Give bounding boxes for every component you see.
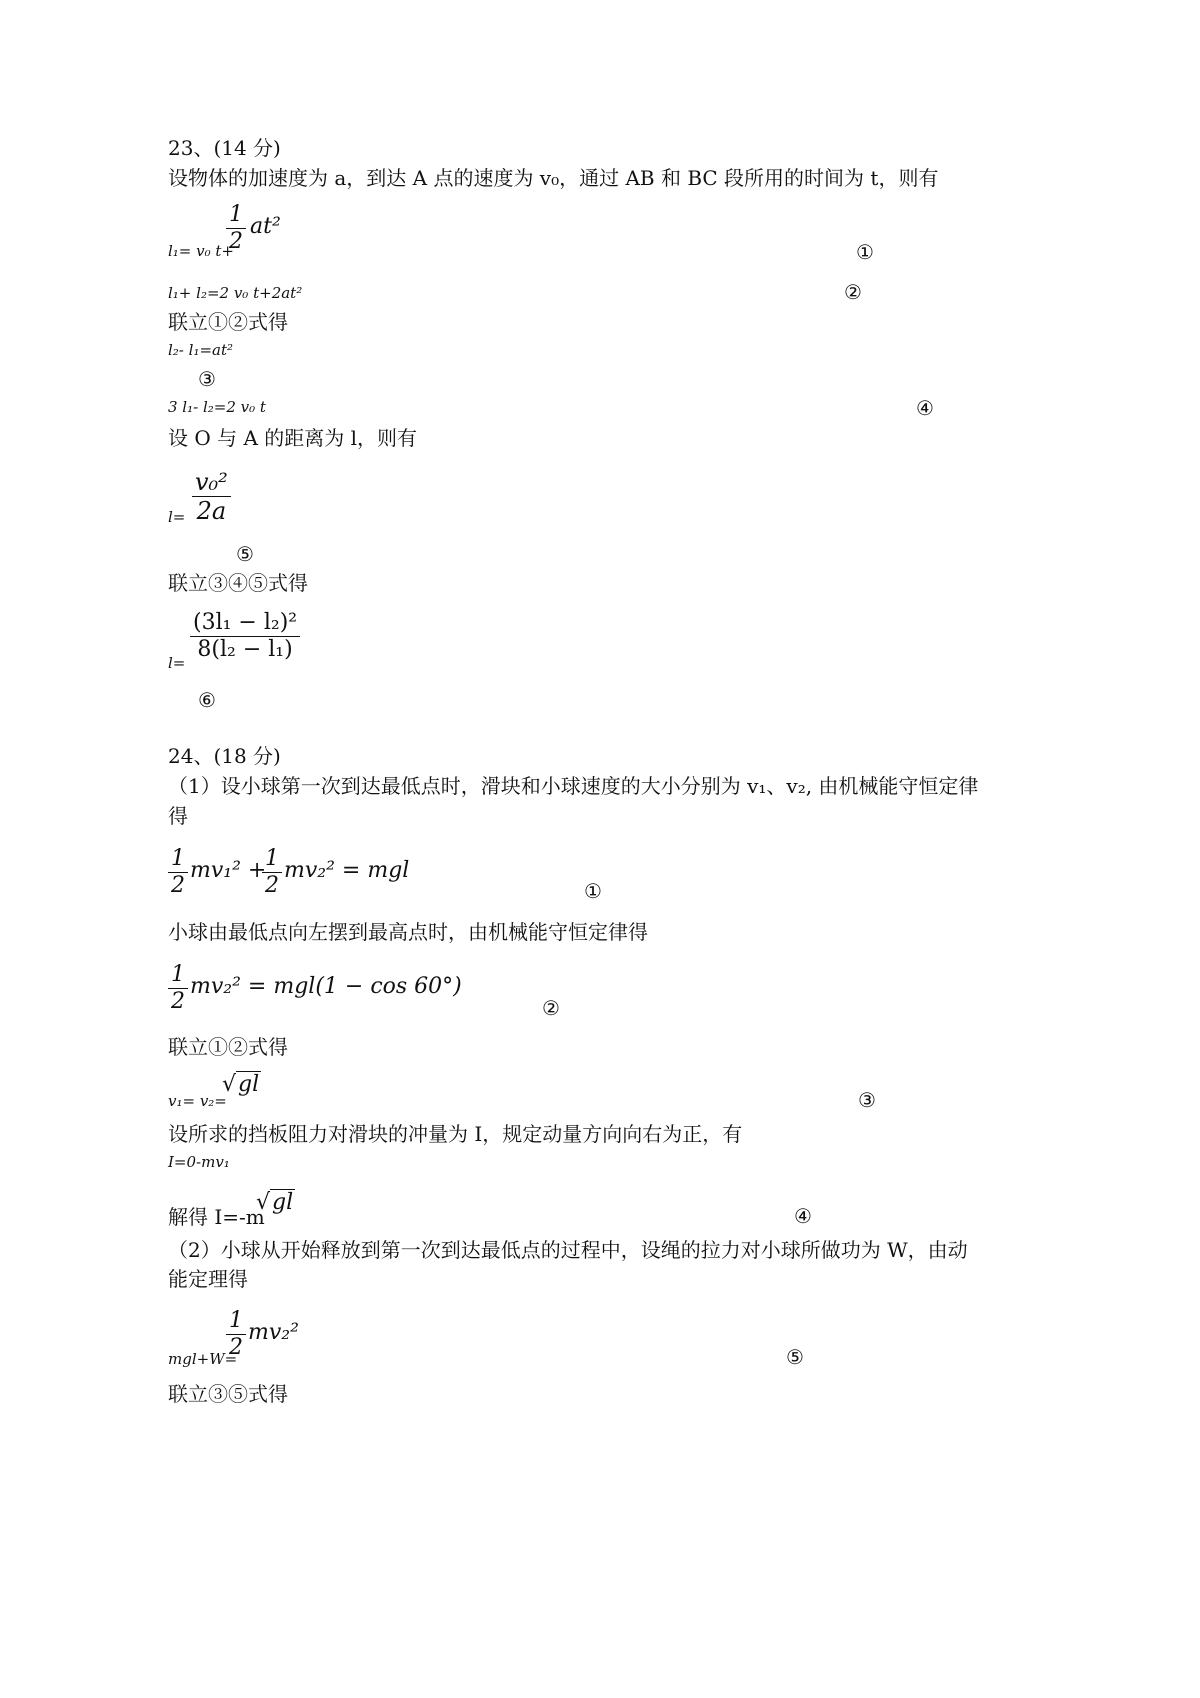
q23-eq6-fraction bbox=[190, 612, 300, 661]
q24-eq1-frac1-num: 1 bbox=[171, 846, 185, 871]
q24-combine-35: 联立③⑤式得 bbox=[168, 1382, 288, 1406]
q24-eq5-term: mv₂² bbox=[248, 1320, 299, 1345]
q23-eq1-tail: at² bbox=[250, 214, 281, 239]
q24-impulse-line: 设所求的挡板阻力对滑块的冲量为 I，规定动量方向向右为正，有 bbox=[168, 1122, 743, 1146]
q24-eq1-marker: ① bbox=[584, 879, 602, 903]
q23-eq5-fraction bbox=[192, 470, 231, 523]
q24-eq4-radicand: gl bbox=[272, 1190, 294, 1215]
q23-combine-12: 联立①②式得 bbox=[168, 310, 288, 334]
q23-eq4-marker: ④ bbox=[916, 396, 934, 420]
q23-eq1-fraction bbox=[226, 204, 246, 253]
q23-eq5-num: v₀² bbox=[195, 468, 228, 496]
q24-eq5-den: 2 bbox=[229, 1335, 243, 1360]
q23-eq6-lhs: l= bbox=[168, 654, 186, 672]
q24-eq2-marker: ② bbox=[542, 996, 560, 1020]
q23-eq2: l₁+ l₂=2 v₀ t+2at² bbox=[168, 284, 303, 302]
sqrt-symbol: √gl bbox=[222, 1072, 260, 1097]
q23-eq1-den: 2 bbox=[229, 229, 243, 254]
q24-swing-line: 小球由最低点向左摆到最高点时，由机械能守恒定律得 bbox=[168, 920, 648, 944]
q23-eq3: l₂- l₁=at² bbox=[168, 341, 234, 359]
sqrt-symbol: √gl bbox=[256, 1190, 294, 1215]
q24-eq2-term: mv₂² = mgl(1 − cos 60°) bbox=[190, 974, 462, 999]
q24-eq1-fraction-1 bbox=[168, 848, 188, 897]
q24-eq1-frac2-num: 1 bbox=[265, 846, 279, 871]
q24-eq5-fraction bbox=[226, 1310, 246, 1359]
q23-eq1-marker: ① bbox=[856, 240, 874, 264]
q23-header: 23、(14 分) bbox=[168, 136, 281, 160]
q23-eq1-lhs: l₁= v₀ t+ bbox=[168, 242, 234, 260]
q24-eq2-den: 2 bbox=[171, 989, 185, 1014]
q24-part1-line1: （1）设小球第一次到达最低点时，滑块和小球速度的大小分别为 v₁、v₂, 由机械能守恒定律 bbox=[168, 774, 979, 798]
q24-eq4-sqrt bbox=[256, 1192, 295, 1214]
q24-eq1-frac1-den: 2 bbox=[171, 873, 185, 898]
q23-eq6-marker: ⑥ bbox=[198, 688, 216, 712]
q24-eq5-num: 1 bbox=[229, 1308, 243, 1333]
q23-eq5-marker: ⑤ bbox=[236, 542, 254, 566]
q23-intro: 设物体的加速度为 a，到达 A 点的速度为 v₀，通过 AB 和 BC 段所用的时间为 t，则有 bbox=[168, 166, 939, 190]
q23-eq3-marker: ③ bbox=[198, 367, 216, 391]
q24-part2-line1: （2）小球从开始释放到第一次到达最低点的过程中，设绳的拉力对小球所做功为 W，由动 bbox=[168, 1238, 968, 1262]
q24-eq1-frac2-den: 2 bbox=[265, 873, 279, 898]
q24-eq5-marker: ⑤ bbox=[786, 1345, 804, 1369]
q24-eq3-sqrt bbox=[222, 1074, 261, 1096]
q24-eq3-marker: ③ bbox=[858, 1088, 876, 1112]
q24-impulse-eq: I=0-mv₁ bbox=[168, 1153, 230, 1171]
q24-eq3-radicand: gl bbox=[238, 1072, 260, 1097]
q23-combine-345: 联立③④⑤式得 bbox=[168, 571, 308, 595]
q24-eq1-term1: mv₁² + bbox=[190, 858, 267, 883]
q24-eq2-fraction bbox=[168, 964, 188, 1013]
q24-eq2-num: 1 bbox=[171, 962, 185, 987]
q23-eq6-num: (3l₁ − l₂)² bbox=[193, 610, 298, 635]
q24-eq3-lhs: v₁= v₂= bbox=[168, 1092, 227, 1110]
q24-header: 24、(18 分) bbox=[168, 744, 281, 768]
q24-eq5-lhs: mgl+W= bbox=[168, 1350, 238, 1368]
q23-eq2-marker: ② bbox=[844, 280, 862, 304]
q23-eq6-den: 8(l₂ − l₁) bbox=[197, 637, 293, 662]
q24-part2-line2: 能定理得 bbox=[168, 1267, 248, 1291]
q23-eq5-lhs: l= bbox=[168, 508, 186, 526]
q24-part1-line2: 得 bbox=[168, 804, 188, 828]
q24-eq4-lhs: 解得 I=-m bbox=[168, 1205, 265, 1229]
q23-eq5-den: 2a bbox=[196, 497, 227, 525]
q23-eq4: 3 l₁- l₂=2 v₀ t bbox=[168, 398, 266, 416]
q23-distance-line: 设 O 与 A 的距离为 l，则有 bbox=[168, 426, 418, 450]
q24-eq1-term2: mv₂² = mgl bbox=[284, 858, 410, 883]
q24-eq4-marker: ④ bbox=[794, 1204, 812, 1228]
q24-eq1-fraction-2 bbox=[262, 848, 282, 897]
q23-eq1-num: 1 bbox=[229, 202, 243, 227]
q24-combine-12: 联立①②式得 bbox=[168, 1035, 288, 1059]
